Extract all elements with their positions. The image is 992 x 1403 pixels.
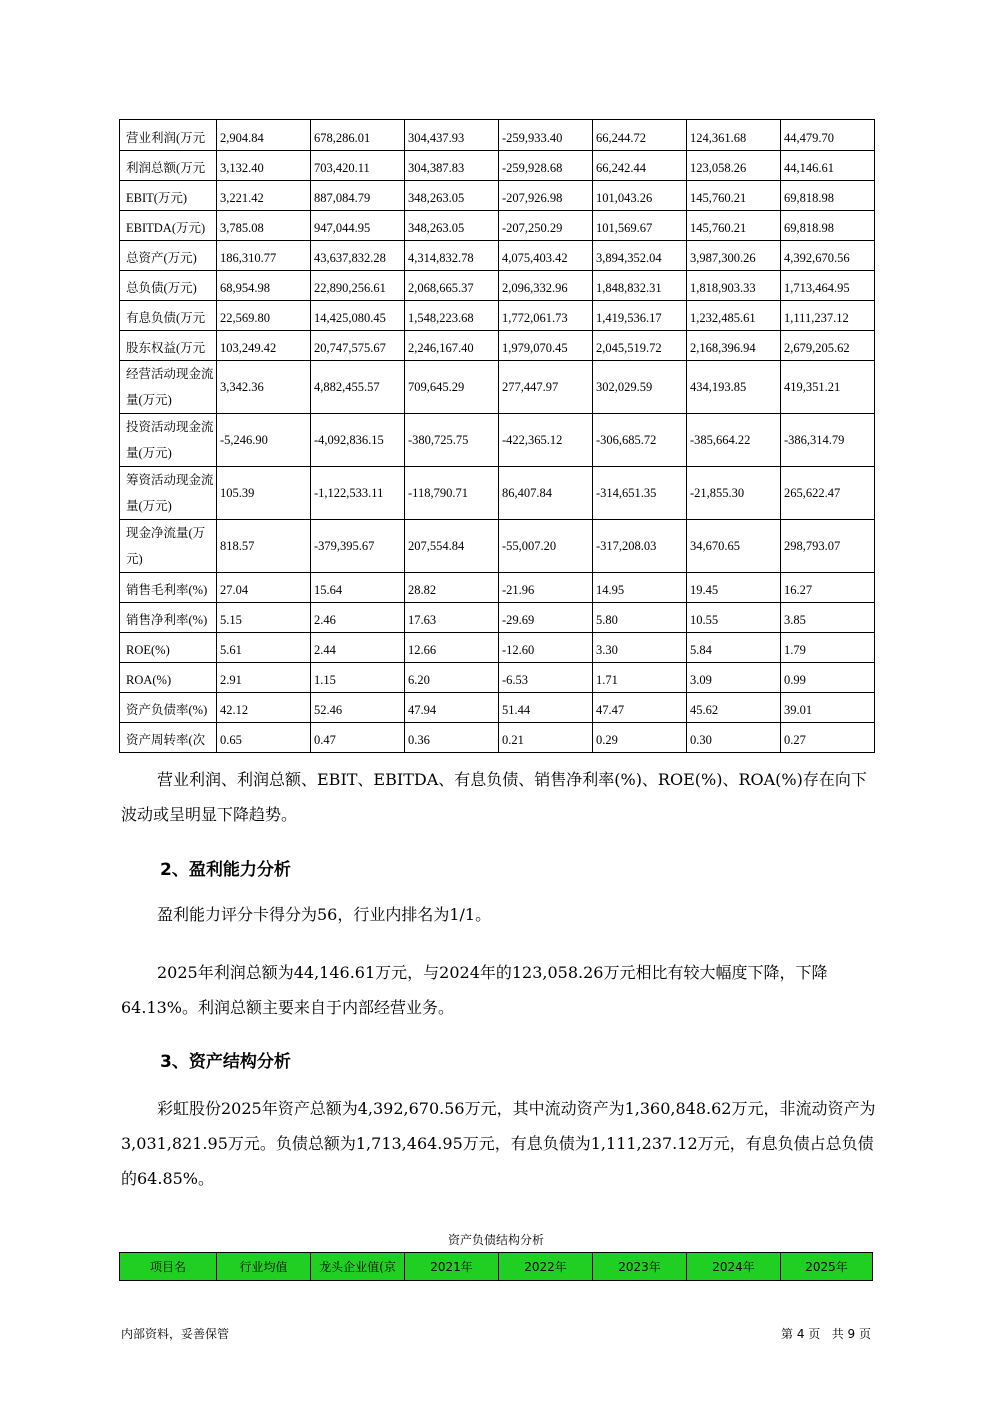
table-caption: 资产负债结构分析	[447, 1233, 544, 1247]
table-cell: 3.85	[781, 603, 875, 633]
table-row	[120, 603, 875, 633]
table-cell: 265,622.47	[781, 467, 875, 520]
table-cell: 3,987,300.26	[687, 241, 781, 271]
table-cell: 5.61	[217, 633, 311, 663]
column-header: 2022年	[499, 1253, 593, 1281]
table-row	[120, 331, 875, 361]
table-cell: 304,387.83	[405, 151, 499, 181]
table-cell: 51.44	[499, 693, 593, 723]
table-cell: 103,249.42	[217, 331, 311, 361]
table-cell: -379,395.67	[311, 520, 405, 573]
table-row	[120, 120, 875, 151]
table-cell: 47.47	[593, 693, 687, 723]
table-cell: 2.91	[217, 663, 311, 693]
table-cell: -4,092,836.15	[311, 414, 405, 467]
table-cell: 1.71	[593, 663, 687, 693]
table-cell: 709,645.29	[405, 361, 499, 414]
table-cell: -21.96	[499, 573, 593, 603]
table-cell: 39.01	[781, 693, 875, 723]
table-cell: 14.95	[593, 573, 687, 603]
table-row	[120, 693, 875, 723]
table-cell: 52.46	[311, 693, 405, 723]
table-row	[120, 633, 875, 663]
asset-liability-structure-table	[119, 1252, 873, 1281]
table-cell: 0.65	[217, 723, 311, 753]
table-cell: 0.21	[499, 723, 593, 753]
table-cell: -422,365.12	[499, 414, 593, 467]
row-label: 资产周转率(次	[120, 723, 217, 753]
table-cell: 105.39	[217, 467, 311, 520]
table-cell: 348,263.05	[405, 211, 499, 241]
table-cell: 348,263.05	[405, 181, 499, 211]
table-cell: 3,342.36	[217, 361, 311, 414]
table-cell: 298,793.07	[781, 520, 875, 573]
column-header: 2023年	[593, 1253, 687, 1281]
table-cell: 3.09	[687, 663, 781, 693]
row-label: EBIT(万元)	[120, 181, 217, 211]
table-cell: 4,314,832.78	[405, 241, 499, 271]
table-cell: -6.53	[499, 663, 593, 693]
table-cell: 66,242.44	[593, 151, 687, 181]
table-cell: 818.57	[217, 520, 311, 573]
table-cell: -259,933.40	[499, 120, 593, 151]
row-label: 投资活动现金流量(万元)	[120, 414, 217, 467]
profitability-score-paragraph: 盈利能力评分卡得分为56，行业内排名为1/1。	[157, 905, 492, 924]
table-cell: 2,096,332.96	[499, 271, 593, 301]
table-cell: 0.99	[781, 663, 875, 693]
asset-structure-paragraph: 彩虹股份2025年资产总额为4,392,670.56万元，其中流动资产为1,360,848.62万元，非流动资产为3,031,821.95万元。负债总额为1,713,464.95万元，有息负债为1,111,237.12万元，有息负债占总负债的64.85%。	[121, 1099, 876, 1188]
footer-confidential-note: 内部资料，妥善保管	[121, 1327, 230, 1341]
table-cell: 68,954.98	[217, 271, 311, 301]
column-header: 行业均值	[217, 1253, 311, 1281]
table-cell: 16.27	[781, 573, 875, 603]
table-cell: -386,314.79	[781, 414, 875, 467]
table-cell: 12.66	[405, 633, 499, 663]
row-label: 筹资活动现金流量(万元)	[120, 467, 217, 520]
table-cell: 101,569.67	[593, 211, 687, 241]
table-cell: 186,310.77	[217, 241, 311, 271]
table-cell: 44,146.61	[781, 151, 875, 181]
table-cell: 2.46	[311, 603, 405, 633]
table-cell: -207,250.29	[499, 211, 593, 241]
table-cell: 3,132.40	[217, 151, 311, 181]
table-row	[120, 211, 875, 241]
table-cell: 703,420.11	[311, 151, 405, 181]
table-cell: -317,208.03	[593, 520, 687, 573]
table-cell: -5,246.90	[217, 414, 311, 467]
table-cell: 2,068,665.37	[405, 271, 499, 301]
table-cell: 145,760.21	[687, 181, 781, 211]
financial-indicators-table	[119, 119, 875, 753]
table-cell: 5.15	[217, 603, 311, 633]
table-row	[120, 414, 875, 467]
table-cell: -259,928.68	[499, 151, 593, 181]
table-cell: -12.60	[499, 633, 593, 663]
table-cell: 44,479.70	[781, 120, 875, 151]
column-header: 龙头企业值(京	[311, 1253, 405, 1281]
column-header: 2024年	[687, 1253, 781, 1281]
table-cell: 1,713,464.95	[781, 271, 875, 301]
table-cell: 277,447.97	[499, 361, 593, 414]
table-cell: 2,904.84	[217, 120, 311, 151]
table-cell: 22,569.80	[217, 301, 311, 331]
table-cell: -1,122,533.11	[311, 467, 405, 520]
table-cell: 2,045,519.72	[593, 331, 687, 361]
table-cell: 3,785.08	[217, 211, 311, 241]
table-cell: 1,848,832.31	[593, 271, 687, 301]
table-row	[120, 151, 875, 181]
row-label: 销售毛利率(%)	[120, 573, 217, 603]
table-cell: 1,979,070.45	[499, 331, 593, 361]
table-row	[120, 271, 875, 301]
table-cell: 123,058.26	[687, 151, 781, 181]
table-cell: 124,361.68	[687, 120, 781, 151]
table-cell: 4,392,670.56	[781, 241, 875, 271]
table-cell: -306,685.72	[593, 414, 687, 467]
row-label: 总资产(万元)	[120, 241, 217, 271]
table-cell: 1,818,903.33	[687, 271, 781, 301]
table-cell: 3.30	[593, 633, 687, 663]
table-cell: 4,882,455.57	[311, 361, 405, 414]
table-row	[120, 723, 875, 753]
table-cell: 1.15	[311, 663, 405, 693]
table-cell: 304,437.93	[405, 120, 499, 151]
column-header: 2021年	[405, 1253, 499, 1281]
row-label: 营业利润(万元	[120, 120, 217, 151]
table-cell: 1,232,485.61	[687, 301, 781, 331]
table-cell: -29.69	[499, 603, 593, 633]
section-heading-profitability: 2、盈利能力分析	[160, 860, 291, 880]
table-cell: 101,043.26	[593, 181, 687, 211]
row-label: 经营活动现金流量(万元)	[120, 361, 217, 414]
row-label: EBITDA(万元)	[120, 211, 217, 241]
table-cell: 10.55	[687, 603, 781, 633]
table-cell: 2,246,167.40	[405, 331, 499, 361]
table-row	[120, 663, 875, 693]
table-header-row	[120, 1253, 873, 1281]
table-cell: 22,890,256.61	[311, 271, 405, 301]
table-cell: 302,029.59	[593, 361, 687, 414]
table-cell: -385,664.22	[687, 414, 781, 467]
row-label: 资产负债率(%)	[120, 693, 217, 723]
table-cell: 28.82	[405, 573, 499, 603]
table-cell: 0.36	[405, 723, 499, 753]
row-label: 销售净利率(%)	[120, 603, 217, 633]
table-cell: 20,747,575.67	[311, 331, 405, 361]
table-cell: 47.94	[405, 693, 499, 723]
table-cell: 0.29	[593, 723, 687, 753]
table-cell: 145,760.21	[687, 211, 781, 241]
table-cell: 1,111,237.12	[781, 301, 875, 331]
column-header: 2025年	[781, 1253, 873, 1281]
table-cell: 27.04	[217, 573, 311, 603]
row-label: 利润总额(万元	[120, 151, 217, 181]
table-cell: 419,351.21	[781, 361, 875, 414]
table-cell: -380,725.75	[405, 414, 499, 467]
table-row	[120, 301, 875, 331]
table-cell: 678,286.01	[311, 120, 405, 151]
table-cell: 1,772,061.73	[499, 301, 593, 331]
table-row	[120, 467, 875, 520]
table-cell: 19.45	[687, 573, 781, 603]
table-cell: 947,044.95	[311, 211, 405, 241]
table-cell: 43,637,832.28	[311, 241, 405, 271]
row-label: 股东权益(万元	[120, 331, 217, 361]
row-label: 现金净流量(万元)	[120, 520, 217, 573]
table-cell: 69,818.98	[781, 181, 875, 211]
table-cell: -55,007.20	[499, 520, 593, 573]
table-cell: 14,425,080.45	[311, 301, 405, 331]
table-cell: 887,084.79	[311, 181, 405, 211]
table-cell: 5.84	[687, 633, 781, 663]
table-cell: 3,221.42	[217, 181, 311, 211]
table-cell: -314,651.35	[593, 467, 687, 520]
table-cell: -21,855.30	[687, 467, 781, 520]
table-cell: -207,926.98	[499, 181, 593, 211]
table-cell: 3,894,352.04	[593, 241, 687, 271]
table-cell: 6.20	[405, 663, 499, 693]
table-row	[120, 181, 875, 211]
table-cell: 0.47	[311, 723, 405, 753]
table-cell: 17.63	[405, 603, 499, 633]
section-heading-asset-structure: 3、资产结构分析	[160, 1052, 291, 1072]
table-cell: 66,244.72	[593, 120, 687, 151]
table-cell: 434,193.85	[687, 361, 781, 414]
table-cell: 15.64	[311, 573, 405, 603]
table-cell: 4,075,403.42	[499, 241, 593, 271]
table-cell: -118,790.71	[405, 467, 499, 520]
table-cell: 1,419,536.17	[593, 301, 687, 331]
column-header: 项目名	[120, 1253, 217, 1281]
table-cell: 69,818.98	[781, 211, 875, 241]
row-label: ROE(%)	[120, 633, 217, 663]
table-cell: 0.27	[781, 723, 875, 753]
table-row	[120, 573, 875, 603]
table-cell: 1,548,223.68	[405, 301, 499, 331]
table-row	[120, 241, 875, 271]
table-cell: 0.30	[687, 723, 781, 753]
table-cell: 1.79	[781, 633, 875, 663]
footer-page-number: 第 4 页 共 9 页	[781, 1327, 871, 1341]
table-cell: 86,407.84	[499, 467, 593, 520]
row-label: 总负债(万元)	[120, 271, 217, 301]
table-cell: 5.80	[593, 603, 687, 633]
table-cell: 2.44	[311, 633, 405, 663]
table-cell: 34,670.65	[687, 520, 781, 573]
table-row	[120, 361, 875, 414]
table-cell: 45.62	[687, 693, 781, 723]
table-cell: 42.12	[217, 693, 311, 723]
table-row	[120, 520, 875, 573]
trend-summary-paragraph: 营业利润、利润总额、EBIT、EBITDA、有息负债、销售净利率(%)、ROE(%)、ROA(%)存在向下波动或呈明显下降趋势。	[121, 770, 867, 824]
profit-change-paragraph: 2025年利润总额为44,146.61万元，与2024年的123,058.26万元相比有较大幅度下降，下降64.13%。利润总额主要来自于内部经营业务。	[121, 963, 828, 1017]
table-cell: 2,168,396.94	[687, 331, 781, 361]
row-label: 有息负债(万元	[120, 301, 217, 331]
table-cell: 2,679,205.62	[781, 331, 875, 361]
table-cell: 207,554.84	[405, 520, 499, 573]
row-label: ROA(%)	[120, 663, 217, 693]
